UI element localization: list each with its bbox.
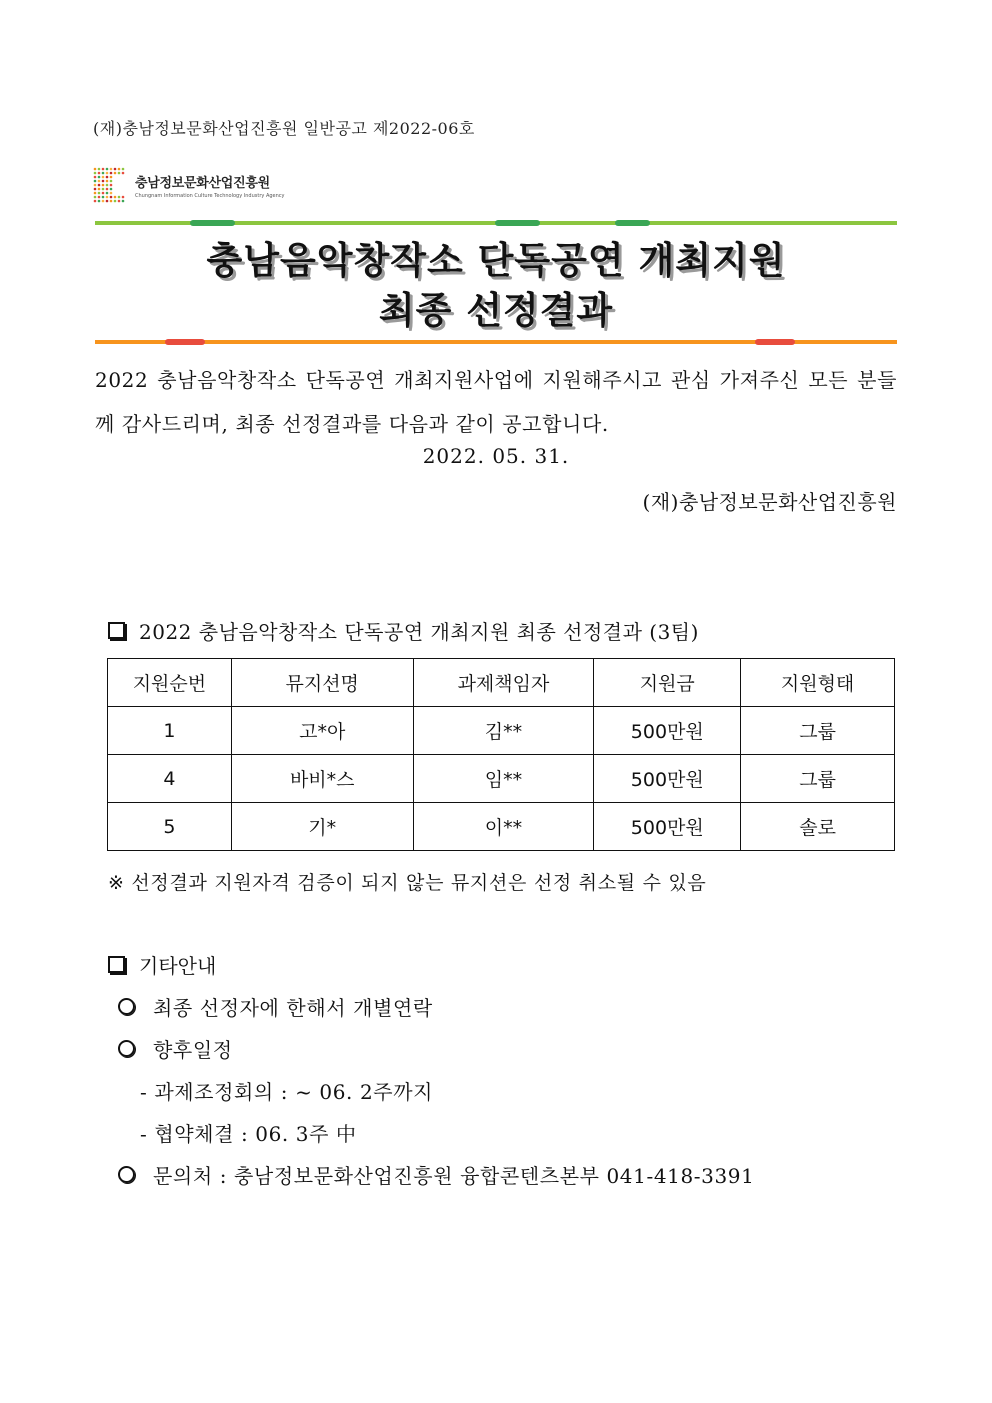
logo-dot <box>94 192 97 195</box>
table-header-row <box>108 659 895 707</box>
logo-dot <box>98 184 101 187</box>
logo-dot <box>102 168 105 171</box>
table-cell: 고*아 <box>231 707 413 755</box>
table-row <box>108 755 895 803</box>
logo-dot <box>94 188 97 191</box>
bullet-inquiry <box>118 1160 754 1189</box>
bullet-text: 문의처 : 충남정보문화산업진흥원 융합콘텐츠본부 041-418-3391 <box>153 1164 755 1188</box>
logo-dot <box>94 200 97 203</box>
logo-dot <box>102 200 105 203</box>
table-cell: 1 <box>108 707 232 755</box>
other-info-heading-text: 기타안내 <box>139 954 217 978</box>
column-header: 지원금 <box>594 659 741 707</box>
logo-dot <box>110 176 113 179</box>
logo-dot <box>110 184 113 187</box>
logo-dot <box>94 176 97 179</box>
logo-dot <box>98 196 101 199</box>
checkbox-square-icon <box>108 956 125 973</box>
logo-dot <box>114 168 117 171</box>
logo-dot <box>114 172 117 175</box>
table-cell: 김** <box>413 707 594 755</box>
table-cell: 바비*스 <box>231 755 413 803</box>
top-rule-dash-3 <box>615 220 650 226</box>
logo-dot <box>94 180 97 183</box>
table-cell: 임** <box>413 755 594 803</box>
logo-dot <box>118 196 121 199</box>
logo-dot <box>102 192 105 195</box>
logo-dot <box>102 188 105 191</box>
bullet-contact-notice <box>118 992 433 1021</box>
logo-dot <box>110 188 113 191</box>
organization-signature: (재)충남정보문화산업진흥원 <box>642 490 897 514</box>
other-info-heading <box>108 950 216 979</box>
page-title <box>95 236 897 336</box>
logo-dot <box>94 172 97 175</box>
logo-dot <box>98 200 101 203</box>
title-top-rule <box>95 220 897 226</box>
logo-dot <box>106 172 109 175</box>
table-row <box>108 707 895 755</box>
logo-dot <box>118 200 121 203</box>
logo-dot <box>110 180 113 183</box>
logo-name: 충남정보문화산업진흥원 <box>135 175 270 191</box>
logo-dot <box>98 172 101 175</box>
table-cell: 500만원 <box>594 803 741 851</box>
logo-dot <box>94 196 97 199</box>
logo-dot <box>94 168 97 171</box>
circle-bullet-icon <box>118 1040 135 1057</box>
column-header: 뮤지션명 <box>231 659 413 707</box>
logo-dot <box>98 188 101 191</box>
logo-dot <box>106 192 109 195</box>
logo-dot <box>106 184 109 187</box>
logo-dot <box>110 200 113 203</box>
logo-dot <box>106 196 109 199</box>
logo-dot <box>106 180 109 183</box>
schedule-item-contract: - 협약체결 : 06. 3주 中 <box>140 1122 357 1146</box>
logo-dot <box>98 192 101 195</box>
bullet-schedule <box>118 1034 233 1063</box>
logo-dot <box>110 192 113 195</box>
agency-logo <box>93 166 285 204</box>
results-heading <box>108 616 699 645</box>
table-cell: 5 <box>108 803 232 851</box>
logo-dot <box>102 196 105 199</box>
logo-dot <box>114 196 117 199</box>
logo-dot <box>122 200 125 203</box>
schedule-item-meeting: - 과제조정회의 : ~ 06. 2주까지 <box>140 1080 434 1104</box>
table-cell: 4 <box>108 755 232 803</box>
intro-paragraph: 2022 충남음악창작소 단독공연 개최지원사업에 지원해주시고 관심 가져주신 모든 분들께 감사드리며, 최종 선정결과를 다음과 같이 공고합니다. <box>95 368 897 436</box>
table-cell: 기* <box>231 803 413 851</box>
logo-dot <box>110 172 113 175</box>
top-rule-dash-2 <box>495 220 540 226</box>
logo-dot <box>114 200 117 203</box>
bullet-text: 향후일정 <box>153 1038 233 1062</box>
logo-dot <box>98 168 101 171</box>
table-cell: 솔로 <box>741 803 895 851</box>
logo-dot <box>106 176 109 179</box>
logo-dot <box>94 184 97 187</box>
logo-dot <box>110 196 113 199</box>
table-cell: 그룹 <box>741 755 895 803</box>
column-header: 과제책임자 <box>413 659 594 707</box>
selection-note: ※ 선정결과 지원자격 검증이 되지 않는 뮤지션은 선정 취소될 수 있음 <box>108 872 707 894</box>
logo-dot <box>102 176 105 179</box>
table-cell: 이** <box>413 803 594 851</box>
logo-dot <box>118 168 121 171</box>
table-row <box>108 803 895 851</box>
bottom-rule-dash-2 <box>755 339 795 345</box>
table-cell: 그룹 <box>741 707 895 755</box>
logo-dot <box>98 180 101 183</box>
circle-bullet-icon <box>118 1166 135 1183</box>
logo-dot <box>106 168 109 171</box>
logo-subtitle: Chungnam Information Culture Technology Industry Agency <box>135 192 285 199</box>
logo-dot <box>110 168 113 171</box>
table-cell: 500만원 <box>594 755 741 803</box>
logo-dot <box>98 176 101 179</box>
circle-bullet-icon <box>118 998 135 1015</box>
column-header: 지원형태 <box>741 659 895 707</box>
logo-dot <box>122 196 125 199</box>
logo-dot <box>106 188 109 191</box>
logo-dot <box>118 172 121 175</box>
agency-logo-mark-icon <box>93 167 127 203</box>
column-header: 지원순번 <box>108 659 232 707</box>
logo-dot <box>122 168 125 171</box>
title-line-2: 최종 선정결과 <box>378 289 614 332</box>
logo-dot <box>122 172 125 175</box>
results-heading-text: 2022 충남음악창작소 단독공연 개최지원 최종 선정결과 (3팀) <box>139 620 699 644</box>
table-cell: 500만원 <box>594 707 741 755</box>
notice-number: (재)충남정보문화산업진흥원 일반공고 제2022-06호 <box>93 119 475 138</box>
title-bottom-rule <box>95 339 897 345</box>
title-line-1: 충남음악창작소 단독공연 개최지원 <box>206 239 786 282</box>
logo-dot <box>102 184 105 187</box>
checkbox-square-icon <box>108 622 125 639</box>
results-table <box>107 658 895 851</box>
announcement-date: 2022. 05. 31. <box>422 444 570 468</box>
logo-dot <box>106 200 109 203</box>
bottom-rule-dash-1 <box>165 339 205 345</box>
logo-dot <box>102 172 105 175</box>
logo-dot <box>102 180 105 183</box>
top-rule-dash-1 <box>190 220 235 226</box>
bullet-text: 최종 선정자에 한해서 개별연락 <box>153 996 433 1020</box>
